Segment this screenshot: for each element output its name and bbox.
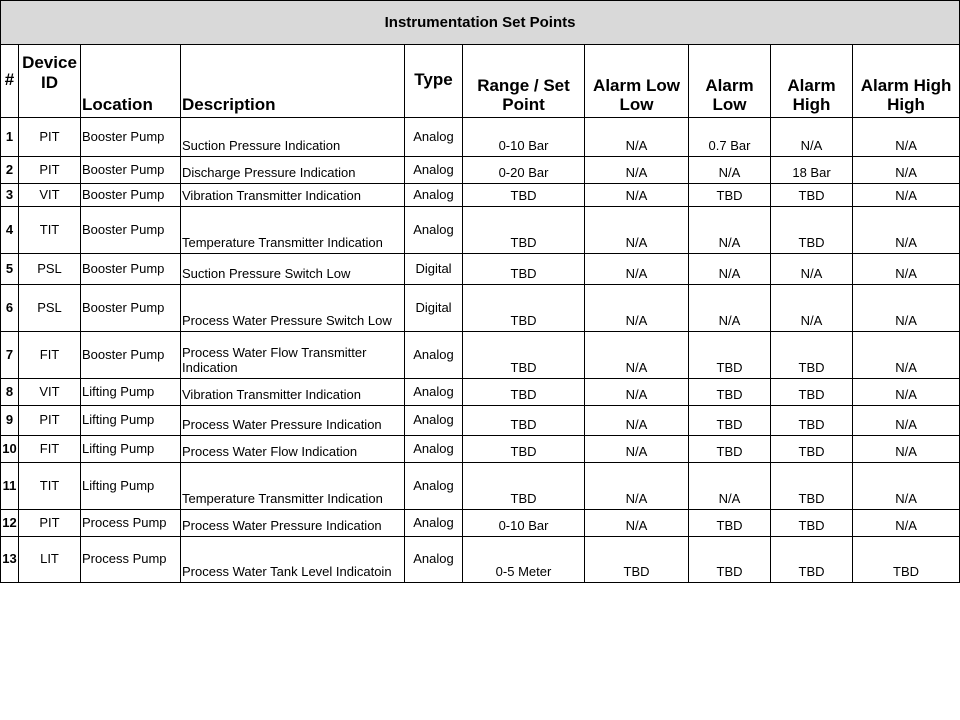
cell-alarm-high: TBD — [771, 379, 853, 406]
table-row — [1, 379, 960, 406]
cell-range: 0-5 Meter — [463, 537, 585, 583]
cell-location: Booster Pump — [81, 207, 181, 254]
cell-device-id: PIT — [19, 157, 81, 184]
cell-device-id: PIT — [19, 510, 81, 537]
cell-alarm-low: N/A — [689, 157, 771, 184]
cell-num: 1 — [1, 118, 19, 157]
cell-num: 3 — [1, 184, 19, 207]
cell-location: Booster Pump — [81, 285, 181, 332]
cell-type: Analog — [405, 537, 463, 583]
cell-alarm-low-low: N/A — [585, 379, 689, 406]
cell-type: Digital — [405, 285, 463, 332]
cell-alarm-high-high: N/A — [853, 285, 960, 332]
cell-alarm-low-low: N/A — [585, 406, 689, 436]
cell-alarm-high: TBD — [771, 510, 853, 537]
cell-type: Analog — [405, 510, 463, 537]
cell-alarm-low: TBD — [689, 406, 771, 436]
cell-alarm-high: N/A — [771, 254, 853, 285]
cell-alarm-high: N/A — [771, 285, 853, 332]
table-row — [1, 254, 960, 285]
cell-alarm-low: TBD — [689, 510, 771, 537]
cell-range: TBD — [463, 207, 585, 254]
cell-alarm-high-high: TBD — [853, 537, 960, 583]
cell-description: Vibration Transmitter Indication — [181, 379, 405, 406]
header-description: Description — [181, 45, 405, 118]
cell-num: 13 — [1, 537, 19, 583]
cell-alarm-high-high: N/A — [853, 406, 960, 436]
cell-alarm-low: TBD — [689, 436, 771, 463]
cell-device-id: PIT — [19, 406, 81, 436]
cell-description: Discharge Pressure Indication — [181, 157, 405, 184]
cell-alarm-low-low: N/A — [585, 463, 689, 510]
cell-alarm-low-low: N/A — [585, 157, 689, 184]
cell-alarm-high-high: N/A — [853, 254, 960, 285]
cell-description: Temperature Transmitter Indication — [181, 207, 405, 254]
cell-device-id: VIT — [19, 184, 81, 207]
cell-location: Lifting Pump — [81, 436, 181, 463]
cell-range: TBD — [463, 406, 585, 436]
table-title: Instrumentation Set Points — [1, 1, 960, 45]
cell-type: Analog — [405, 184, 463, 207]
cell-num: 11 — [1, 463, 19, 510]
cell-description: Process Water Flow Indication — [181, 436, 405, 463]
cell-num: 6 — [1, 285, 19, 332]
cell-description: Temperature Transmitter Indication — [181, 463, 405, 510]
cell-alarm-low: TBD — [689, 379, 771, 406]
cell-range: TBD — [463, 379, 585, 406]
cell-num: 5 — [1, 254, 19, 285]
cell-num: 7 — [1, 332, 19, 379]
cell-location: Process Pump — [81, 537, 181, 583]
cell-description: Suction Pressure Indication — [181, 118, 405, 157]
cell-num: 2 — [1, 157, 19, 184]
cell-alarm-low: TBD — [689, 332, 771, 379]
cell-alarm-low: TBD — [689, 537, 771, 583]
cell-range: 0-10 Bar — [463, 118, 585, 157]
cell-description: Process Water Flow Transmitter Indication — [181, 332, 405, 379]
table-row — [1, 406, 960, 436]
cell-alarm-low: N/A — [689, 254, 771, 285]
header-type: Type — [405, 45, 463, 118]
cell-alarm-high: TBD — [771, 463, 853, 510]
table-row — [1, 463, 960, 510]
cell-type: Analog — [405, 332, 463, 379]
cell-num: 12 — [1, 510, 19, 537]
cell-alarm-high-high: N/A — [853, 184, 960, 207]
cell-type: Analog — [405, 463, 463, 510]
cell-device-id: TIT — [19, 463, 81, 510]
cell-alarm-low-low: TBD — [585, 537, 689, 583]
header-location: Location — [81, 45, 181, 118]
cell-alarm-low-low: N/A — [585, 285, 689, 332]
header-alarm-high: Alarm High — [771, 45, 853, 118]
header-range: Range / Set Point — [463, 45, 585, 118]
cell-location: Process Pump — [81, 510, 181, 537]
cell-device-id: FIT — [19, 436, 81, 463]
cell-alarm-high-high: N/A — [853, 118, 960, 157]
cell-num: 10 — [1, 436, 19, 463]
table-row — [1, 184, 960, 207]
cell-range: TBD — [463, 285, 585, 332]
cell-alarm-low-low: N/A — [585, 184, 689, 207]
cell-num: 9 — [1, 406, 19, 436]
cell-alarm-high: 18 Bar — [771, 157, 853, 184]
header-row — [1, 45, 960, 118]
cell-description: Suction Pressure Switch Low — [181, 254, 405, 285]
cell-location: Booster Pump — [81, 184, 181, 207]
cell-type: Analog — [405, 118, 463, 157]
cell-alarm-low: N/A — [689, 285, 771, 332]
cell-location: Booster Pump — [81, 118, 181, 157]
cell-alarm-low: N/A — [689, 207, 771, 254]
cell-location: Lifting Pump — [81, 463, 181, 510]
cell-range: TBD — [463, 184, 585, 207]
cell-type: Analog — [405, 406, 463, 436]
cell-device-id: PIT — [19, 118, 81, 157]
table-row — [1, 285, 960, 332]
table-row — [1, 207, 960, 254]
cell-alarm-high: TBD — [771, 184, 853, 207]
header-alarm-low: Alarm Low — [689, 45, 771, 118]
table-row — [1, 157, 960, 184]
cell-alarm-high-high: N/A — [853, 463, 960, 510]
cell-alarm-high-high: N/A — [853, 207, 960, 254]
cell-description: Process Water Pressure Indication — [181, 510, 405, 537]
cell-num: 4 — [1, 207, 19, 254]
cell-location: Lifting Pump — [81, 379, 181, 406]
cell-alarm-low-low: N/A — [585, 510, 689, 537]
cell-num: 8 — [1, 379, 19, 406]
cell-type: Analog — [405, 157, 463, 184]
cell-alarm-high: TBD — [771, 436, 853, 463]
cell-location: Booster Pump — [81, 332, 181, 379]
cell-alarm-high: TBD — [771, 406, 853, 436]
table-row — [1, 332, 960, 379]
cell-range: TBD — [463, 254, 585, 285]
cell-description: Vibration Transmitter Indication — [181, 184, 405, 207]
cell-device-id: TIT — [19, 207, 81, 254]
table-row — [1, 510, 960, 537]
cell-alarm-high-high: N/A — [853, 510, 960, 537]
cell-type: Analog — [405, 379, 463, 406]
cell-range: TBD — [463, 436, 585, 463]
cell-device-id: FIT — [19, 332, 81, 379]
cell-range: 0-10 Bar — [463, 510, 585, 537]
cell-alarm-low: 0.7 Bar — [689, 118, 771, 157]
cell-alarm-low-low: N/A — [585, 118, 689, 157]
cell-alarm-low-low: N/A — [585, 254, 689, 285]
header-alarm-high-high: Alarm High High — [853, 45, 960, 118]
cell-location: Booster Pump — [81, 157, 181, 184]
cell-alarm-high: TBD — [771, 537, 853, 583]
cell-alarm-low-low: N/A — [585, 436, 689, 463]
cell-alarm-high-high: N/A — [853, 332, 960, 379]
cell-alarm-low-low: N/A — [585, 207, 689, 254]
cell-alarm-high-high: N/A — [853, 379, 960, 406]
cell-location: Booster Pump — [81, 254, 181, 285]
table-row — [1, 118, 960, 157]
cell-alarm-low-low: N/A — [585, 332, 689, 379]
cell-device-id: VIT — [19, 379, 81, 406]
cell-range: TBD — [463, 332, 585, 379]
cell-alarm-high-high: N/A — [853, 157, 960, 184]
cell-description: Process Water Tank Level Indicatoin — [181, 537, 405, 583]
header-device-id: Device ID — [19, 45, 81, 118]
cell-alarm-high: TBD — [771, 332, 853, 379]
cell-device-id: PSL — [19, 254, 81, 285]
cell-device-id: PSL — [19, 285, 81, 332]
cell-alarm-high: TBD — [771, 207, 853, 254]
cell-description: Process Water Pressure Switch Low — [181, 285, 405, 332]
cell-description: Process Water Pressure Indication — [181, 406, 405, 436]
cell-alarm-low: N/A — [689, 463, 771, 510]
table-row — [1, 537, 960, 583]
cell-device-id: LIT — [19, 537, 81, 583]
cell-location: Lifting Pump — [81, 406, 181, 436]
cell-type: Analog — [405, 207, 463, 254]
table-row — [1, 436, 960, 463]
cell-range: TBD — [463, 463, 585, 510]
cell-alarm-high: N/A — [771, 118, 853, 157]
cell-range: 0-20 Bar — [463, 157, 585, 184]
header-alarm-low-low: Alarm Low Low — [585, 45, 689, 118]
cell-alarm-high-high: N/A — [853, 436, 960, 463]
cell-type: Digital — [405, 254, 463, 285]
cell-type: Analog — [405, 436, 463, 463]
header-num: # — [1, 45, 19, 118]
cell-alarm-low: TBD — [689, 184, 771, 207]
